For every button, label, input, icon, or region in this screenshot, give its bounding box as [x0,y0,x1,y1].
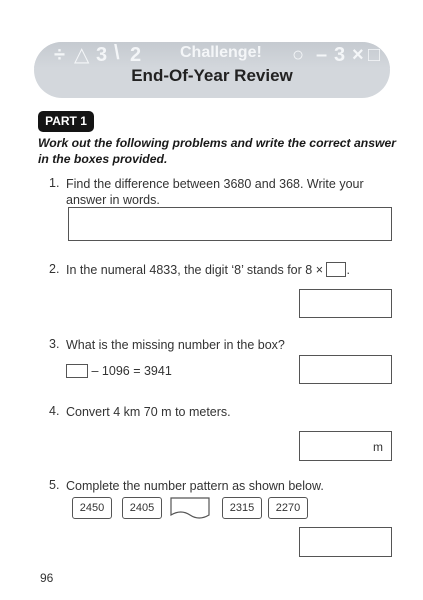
blank-box[interactable] [326,262,346,277]
question-text: Complete the number pattern as shown below. [66,479,324,493]
answer-box-q5[interactable] [299,527,392,557]
question-text-row [66,262,366,278]
instructions: Work out the following problems and write the correct answer in the boxes provided. [38,136,397,166]
title-banner [34,42,390,98]
pattern-tag: 2450 [72,497,112,519]
digit-2-icon: 2 [130,44,142,66]
circle-icon: ○ [292,44,305,66]
square-icon: □ [368,44,381,66]
pattern-blank-tag[interactable] [170,497,210,519]
times-symbol-icon: × [352,44,364,66]
equation-text: – 1096 = 3941 [91,364,172,378]
divide-symbol-icon: ÷ [54,44,65,66]
question-number: 5. [49,478,60,492]
answer-box-q3[interactable] [299,355,392,384]
pattern-tag: 2270 [268,497,308,519]
digit-3-icon: 3 [334,44,346,66]
question-number: 4. [49,404,60,418]
decor-word: Challenge! [180,44,262,61]
question-text: In the numeral 4833, the digit ‘8’ stands for 8 × [66,263,323,277]
question-punct: . [346,263,350,277]
pattern-tag: 2405 [122,497,162,519]
question-number: 3. [49,337,60,351]
question-text: Find the difference between 3680 and 368. Write your answer in words. [66,177,364,207]
answer-box-q4[interactable] [299,431,392,461]
answer-box-q1[interactable] [68,207,392,241]
question-text: What is the missing number in the box? [66,338,285,352]
page-title: End-Of-Year Review [131,66,293,85]
triangle-icon: △ [74,44,90,66]
blank-tag-shape [170,497,210,519]
answer-box-q2[interactable] [299,289,392,318]
page-number: 96 [40,571,54,585]
equation-row [66,363,266,379]
blank-box[interactable] [66,364,88,378]
slash-icon: \ [114,42,120,64]
unit-label: m [373,440,383,454]
minus-symbol-icon: – [316,44,328,66]
question-number: 1. [49,176,60,190]
question-number: 2. [49,262,60,276]
pattern-tag: 2315 [222,497,262,519]
part-badge: PART 1 [38,111,94,132]
digit-3-icon: 3 [96,44,108,66]
question-text: Convert 4 km 70 m to meters. [66,405,231,419]
